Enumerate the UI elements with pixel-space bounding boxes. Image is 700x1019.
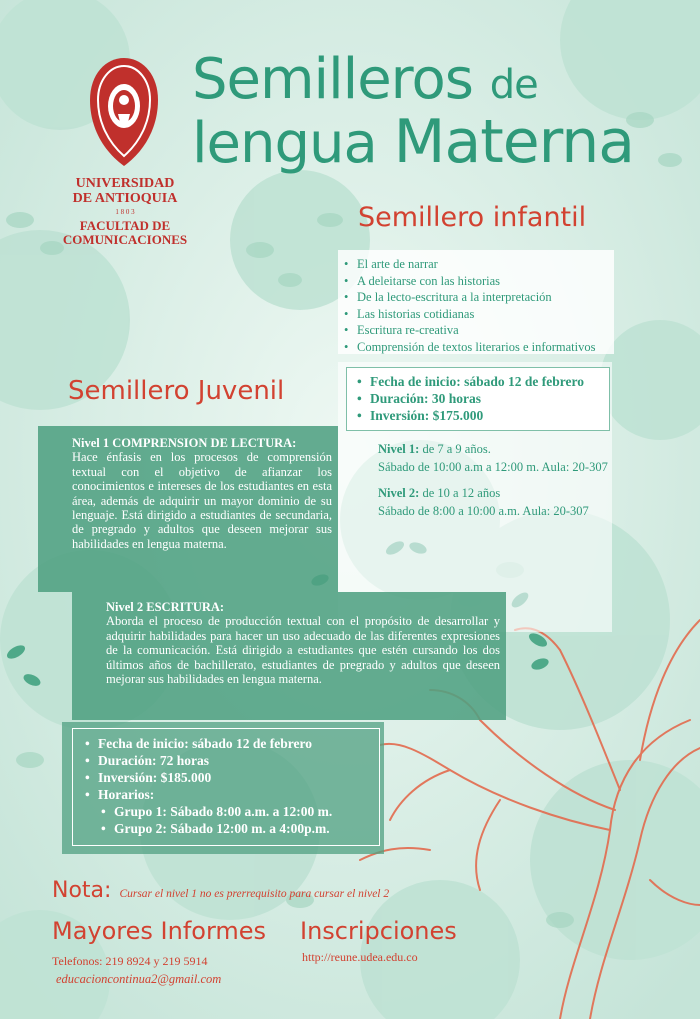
- list-item: • Grupo 2: Sábado 12:00 m. a 4:00p.m.: [101, 820, 379, 837]
- infantil-details-list: [357, 373, 609, 424]
- faculty-line2: COMUNICACIONES: [62, 232, 188, 247]
- university-name-line1: UNIVERSIDAD: [75, 176, 175, 191]
- semillero-juvenil-heading: Semillero Juvenil: [68, 376, 285, 406]
- university-name: [60, 176, 190, 206]
- nivel2-box: [72, 592, 506, 720]
- nivel1-text: Hace énfasis en los procesos de comprensión textual con el objetivo de afianzar los conocimientos e intereses de los estudiantes en esta área, además de adquirir un mayor dominio de su lenguaje. Está dirigido a estudiantes de secundaria, de pregrado y adultos que deseen mejorar sus habilidades en lengua materna.: [72, 450, 332, 551]
- infantil-topics-list: [344, 256, 614, 355]
- semillero-infantil-heading: Semillero infantil: [358, 202, 587, 233]
- university-seal-icon: [84, 56, 164, 168]
- title-word-materna: Materna: [393, 107, 635, 177]
- list-item: • Inversión: $185.000: [85, 769, 379, 786]
- level1-schedule: Sábado de 10:00 a.m a 12:00 m. Aula: 20-307: [378, 460, 608, 474]
- inscripciones-heading: Inscripciones: [300, 917, 457, 945]
- level2-age: de 10 a 12 años: [419, 486, 501, 500]
- infantil-levels: [378, 440, 608, 520]
- infantil-level1: [378, 440, 608, 458]
- phone-numbers: Telefonos: 219 8924 y 219 5914: [52, 954, 208, 968]
- registration-url[interactable]: http://reune.udea.edu.co: [302, 950, 418, 964]
- nivel2-title: Nivel 2 ESCRITURA:: [106, 600, 225, 614]
- nivel1-box: [38, 426, 338, 592]
- faculty-name: [60, 219, 190, 247]
- list-item: • Inversión: $175.000: [357, 407, 609, 424]
- infantil-level2: [378, 484, 608, 502]
- nivel2-content: [106, 600, 500, 686]
- level2-label: Nivel 2:: [378, 486, 420, 500]
- list-item: • Grupo 1: Sábado 8:00 a.m. a 12:00 m.: [101, 803, 379, 820]
- infantil-topics-box: [338, 250, 614, 354]
- level2-schedule: Sábado de 8:00 a 10:00 a.m. Aula: 20-307: [378, 504, 589, 518]
- list-item: • De la lecto-escritura a la interpretación: [344, 289, 614, 306]
- founding-year: 1 8 0 3: [115, 208, 135, 216]
- list-item: • A deleitarse con las historias: [344, 273, 614, 290]
- university-name-line2: DE ANTIOQUIA: [72, 191, 178, 206]
- level1-label: Nivel 1:: [378, 442, 420, 456]
- title-word-de: de: [489, 62, 538, 108]
- list-item: • El arte de narrar: [344, 256, 614, 273]
- faculty-line1: FACULTAD DE: [79, 218, 171, 233]
- contact-email[interactable]: educacioncontinua2@gmail.com: [56, 972, 222, 986]
- juvenil-groups-list: [101, 803, 379, 837]
- nota-label: Nota:: [52, 878, 112, 903]
- list-item: • Fecha de inicio: sábado 12 de febrero: [85, 735, 379, 752]
- page-title-line2: [192, 107, 635, 177]
- list-item: • Comprensión de textos literarios e informativos: [344, 339, 614, 356]
- nota-text: Cursar el nivel 1 no es prerrequisito para cursar el nivel 2: [119, 888, 390, 900]
- juvenil-details-list: [85, 735, 379, 803]
- nota-line: [52, 878, 389, 903]
- juvenil-details-box: [72, 728, 380, 846]
- nivel1-title: Nivel 1 COMPRENSION DE LECTURA:: [72, 436, 297, 450]
- mayores-informes-heading: Mayores Informes: [52, 917, 267, 945]
- list-item: • Horarios:: [85, 786, 379, 803]
- list-item: • Las historias cotidianas: [344, 306, 614, 323]
- list-item: • Fecha de inicio: sábado 12 de febrero: [357, 373, 609, 390]
- list-item: • Duración: 72 horas: [85, 752, 379, 769]
- title-word-lengua: lengua: [192, 111, 377, 176]
- list-item: • Duración: 30 horas: [357, 390, 609, 407]
- nivel1-content: [72, 436, 332, 551]
- list-item: • Escritura re-creativa: [344, 322, 614, 339]
- nivel2-text: Aborda el proceso de producción textual con el propósito de desarrollar y adquirir habilidades para hacer un uso adecuado de las diferentes expresiones de la comunicación. Está dirigido a estudiantes que estén cursando los dos últimos años de bachillerato, estudiantes de pregrado y adultos que deseen mejorar sus habilidades en lengua materna.: [106, 614, 500, 687]
- title-word-semilleros: Semilleros: [192, 47, 473, 112]
- level1-age: de 7 a 9 años.: [419, 442, 491, 456]
- infantil-details-box: [346, 367, 610, 431]
